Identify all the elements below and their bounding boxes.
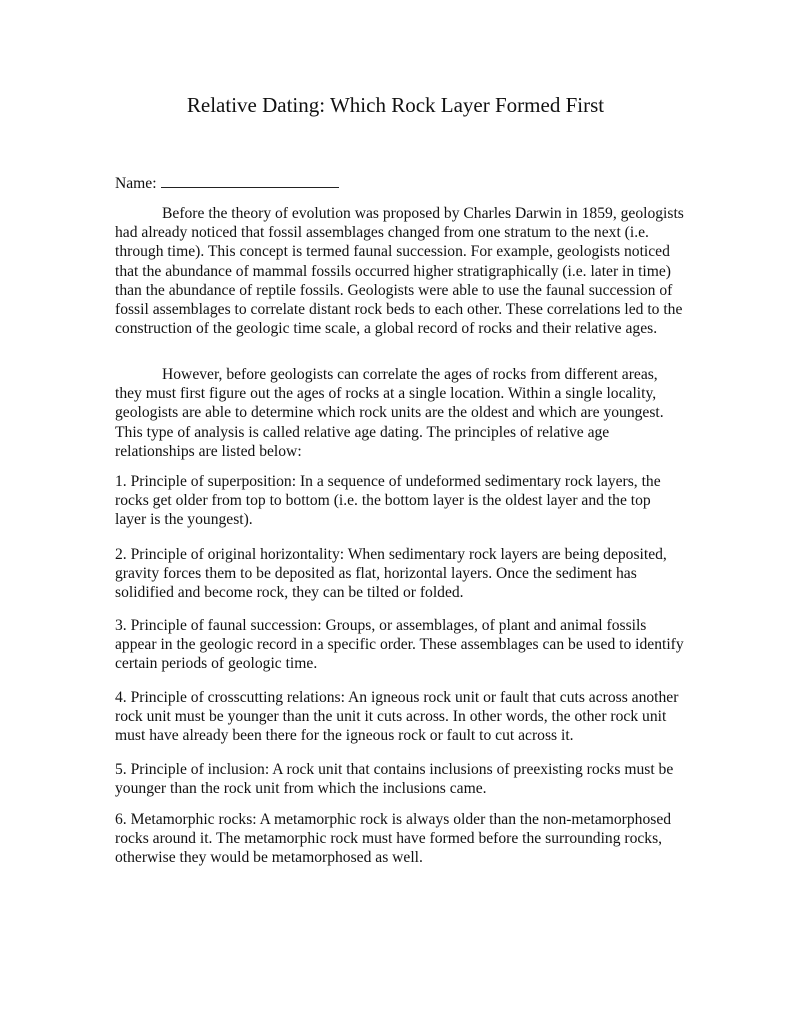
name-label: Name:	[115, 175, 157, 192]
principle-faunal-succession: 3. Principle of faunal succession: Groups, or assemblages, of plant and animal fossils appear in the geologic record in a specific order. These assemblages can be used to identify certain periods of geologic time.	[115, 617, 684, 673]
name-blank-line[interactable]	[161, 172, 339, 188]
principle-inclusion: 5. Principle of inclusion: A rock unit that contains inclusions of preexisting rocks must be younger than the rock unit from which the inclusions came.	[115, 761, 674, 798]
intro-paragraph: Before the theory of evolution was proposed by Charles Darwin in 1859, geologists had already noticed that fossil assemblages changed from one stratum to the next (i.e. through time). This concept is termed faunal succession. For example, geologists noticed that the abundance of mammal fossils occurred higher stratigraphically (i.e. later in time) than the abundance of reptile fossils. Geologists were able to use the faunal succession of fossil assemblages to correlate distant rock beds to each other. These correlations led to the construction of the geologic time scale, a global record of rocks and their relative ages.	[115, 205, 684, 338]
document-title: Relative Dating: Which Rock Layer Formed First	[186, 93, 605, 117]
name-field	[115, 172, 339, 193]
principle-original-horizontality: 2. Principle of original horizontality: When sedimentary rock layers are being deposited, gravity forces them to be deposited as flat, horizontal layers. Once the sediment has solidified and become rock, they can be tilted or folded.	[115, 546, 667, 602]
principle-metamorphic-rocks: 6. Metamorphic rocks: A metamorphic rock is always older than the non-metamorphosed rocks around it. The metamorphic rock must have formed before the surrounding rocks, otherwise they would be metamorphosed as well.	[115, 811, 672, 867]
context-paragraph: However, before geologists can correlate the ages of rocks from different areas, they must first figure out the ages of rocks at a single location. Within a single locality, geologists are able to determine which rock units are the oldest and which are youngest. This type of analysis is called relative age dating. The principles of relative age relationships are listed below:	[115, 366, 664, 460]
principle-superposition: 1. Principle of superposition: In a sequence of undeformed sedimentary rock layers, the rocks get older from top to bottom (i.e. the bottom layer is the oldest layer and the top layer is the youngest).	[115, 473, 661, 529]
principle-crosscutting-relations: 4. Principle of crosscutting relations: An igneous rock unit or fault that cuts across another rock unit must be younger than the unit it cuts across. In other words, the other rock unit must have already been there for the igneous rock or fault to cut across it.	[115, 689, 679, 745]
